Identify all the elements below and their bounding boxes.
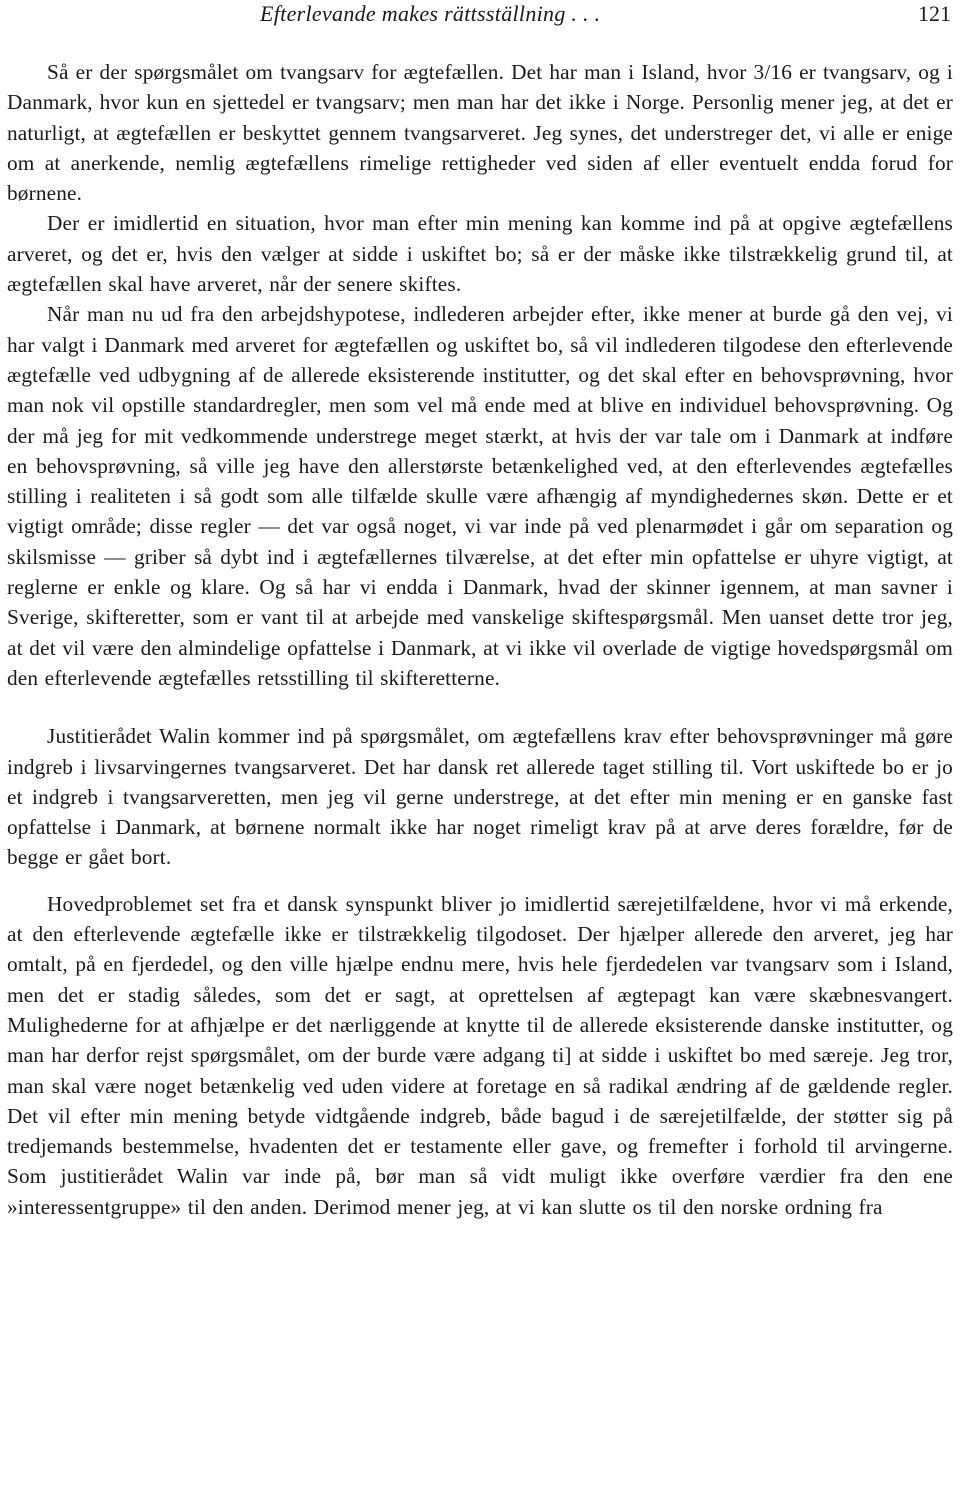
paragraph-1: Så er der spørgsmålet om tvangsarv for ægtefællen. Det har man i Island, hvor 3/16 er tvangsarv, og i Danmark, hvor kun en sjettedel er tvangsarv; men man har det ikke i Norge. Personlig mener jeg, at det er naturligt, at ægtefællen er beskyttet gennem tvangsarveret. Jeg synes, det understreger det, vi alle er enige om at anerkende, nemlig ægtefællens rimelige rettigheder ved siden af eller eventuelt endda forud for børnene. [7, 60, 953, 206]
paragraph-5: Hovedproblemet set fra et dansk synspunkt bliver jo imidlertid særejetilfældene, hvor vi må erkende, at den efterlevende ægtefælle ikke er tilstrækkelig tilgodoset. Der hjælper allerede den arveret, jeg har omtalt, på en fjerdedel, og den ville hjælpe endnu mere, hvis hele fjerdedelen var tvangsarv som i Island, men det er stadig således, som det er sagt, at oprettelsen af ægtepagt kan være skæbnesvangert. Mulighederne for at afhjælpe er det nærliggende at knytte til de allerede eksisterende danske institutter, og man har derfor rejst spørgsmålet, om der burde være adgang ti] at sidde i uskiftet bo med særeje. Jeg tror, man skal være noget betænkelig ved uden videre at foretage en så radikal ændring af de gældende regler. Det vil efter min mening betyde vidtgående indgreb, både bagud i de særejetilfælde, der støtter sig på tredjemands bestemmelse, hvadenten det er testamente eller gave, og fremefter i forhold til arvingerne. Som justitierådet Walin var inde på, bør man så vidt muligt ikke overføre værdier fra den ene »interessentgruppe» til den anden. Derimod mener jeg, at vi kan slutte os til den norske ordning fra [7, 891, 953, 1219]
body-text [7, 57, 953, 1222]
page-number: 121 [918, 1, 951, 26]
paragraph-3: Når man nu ud fra den arbejdshypotese, indlederen arbejder efter, ikke mener at burde gå den vej, vi har valgt i Danmark med arveret for ægtefællen og uskiftet bo, så vil indlederen tilgodese den efterlevende ægtefælle ved udbygning af de allerede eksisterende institutter, og det skal efter en behovsprøvning, hvor man nok vil opstille standardregler, men som vel må ende med at blive en individuel behovsprøvning. Og der må jeg for mit vedkommende understrege meget stærkt, at hvis der var tale om i Danmark at indføre en behovsprøvning, så ville jeg have den allerstørste betænkelighed ved, at den efterlevendes ægtefælles stilling i realiteten i så godt som alle tilfælde skulle være afhængig af myndighedernes skøn. Dette er et vigtigt område; disse regler — det var også noget, vi var inde på ved plenarmødet i går om separation og skilsmisse — griber så dybt ind i ægtefællernes tilværelse, at det efter min opfattelse er uhyre vigtigt, at reglerne er enkle og klare. Og så har vi endda i Danmark, hvad der skinner igennem, at man savner i Sverige, skifteretter, som er vant til at arbejde med vanskelige skiftespørgsmål. Men uanset dette tror jeg, at det vil være den almindelige opfattelse i Danmark, at vi ikke vil overlade de vigtige hovedspørgsmål om den efterlevende ægtefælles retsstilling til skifteretterne. [7, 302, 953, 690]
paragraph-4: Justitierådet Walin kommer ind på spørgsmålet, om ægtefællens krav efter behovsprøvninger må gøre indgreb i livsarvingernes tvangsarveret. Det har dansk ret allerede taget stilling til. Vort uskiftede bo er jo et indgreb i tvangsarveretten, men jeg vil gerne understrege, at det efter min mening er en ganske fast opfattelse i Danmark, at børnene normalt ikke har noget rimeligt krav på at arve deres forældre, før de begge er gået bort. [7, 724, 953, 870]
paragraph-2: Der er imidlertid en situation, hvor man efter min mening kan komme ind på at opgive ægtefællens arveret, og det er, hvis den vælger at sidde i uskiftet bo; så er der måske ikke tilstrækkelig grund til, at ægtefællen skal have arveret, når der senere skiftes. [7, 211, 953, 297]
page-header [7, 0, 953, 40]
document-page [7, 0, 953, 1222]
running-title: Efterlevande makes rättsställning . . . [260, 1, 601, 26]
